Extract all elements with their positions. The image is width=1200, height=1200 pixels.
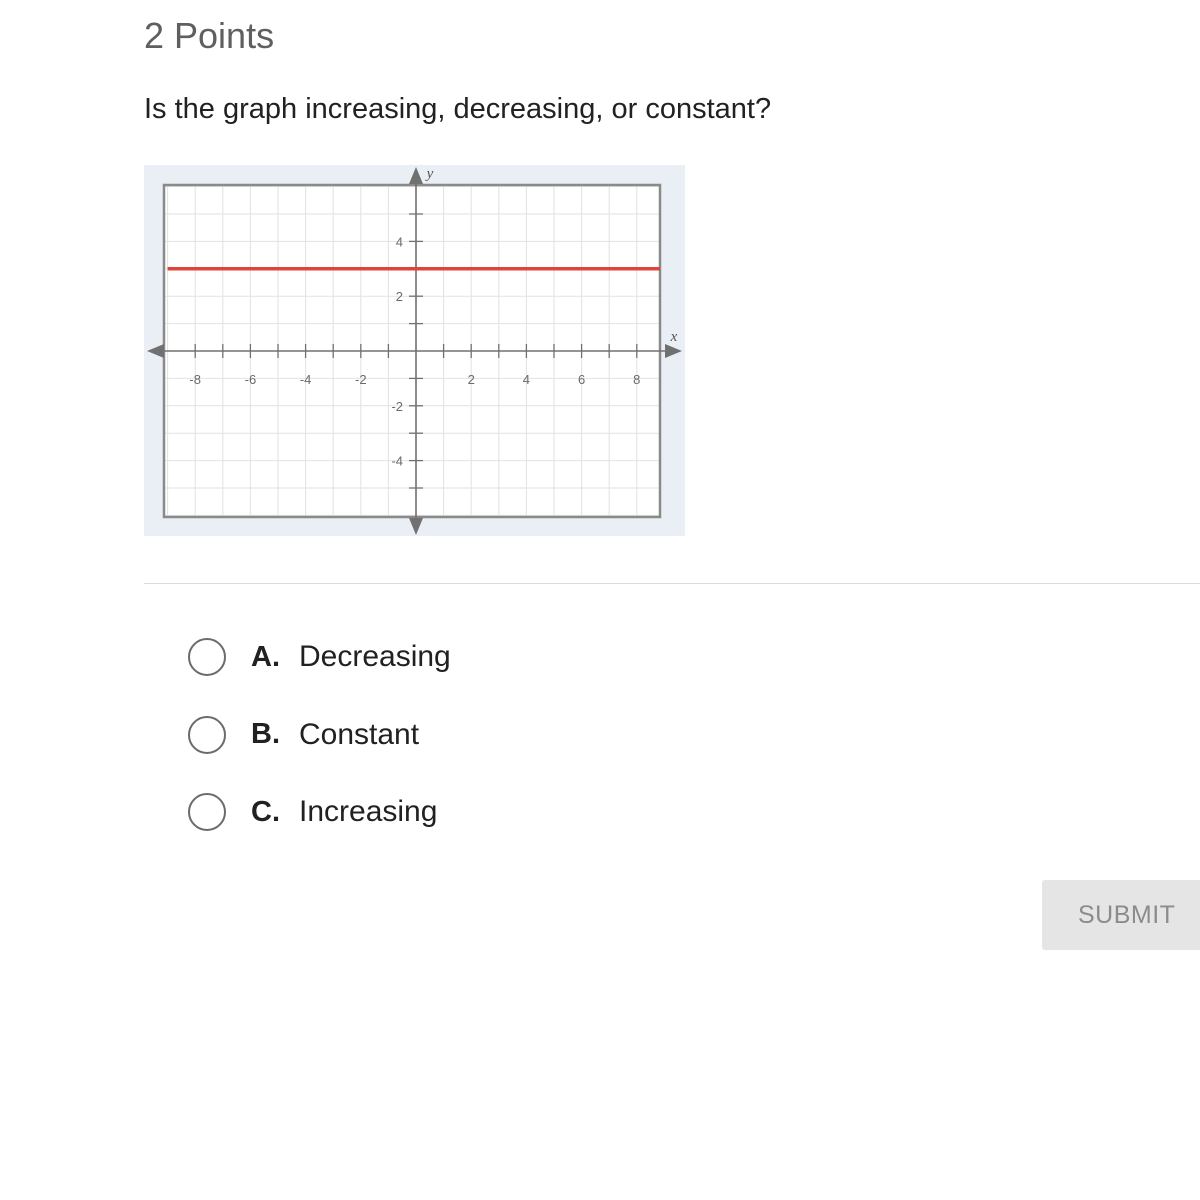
choice-label: Constant [299, 717, 420, 751]
choice-a[interactable] [188, 626, 451, 688]
y-axis-label: y [426, 166, 434, 182]
x-tick-label: 4 [522, 372, 531, 387]
y-tick-label: -2 [391, 398, 403, 414]
radio-circle-icon[interactable] [188, 716, 226, 754]
radio-circle-icon[interactable] [188, 793, 226, 831]
x-tick-label: -8 [189, 372, 201, 387]
y-axis-up-arrow-icon [409, 167, 423, 184]
choice-letter: A. [251, 640, 280, 673]
x-tick-label: -2 [355, 372, 367, 387]
x-tick-label: 8 [633, 372, 641, 387]
x-axis-left-arrow-icon [147, 344, 164, 358]
x-axis-label: x [670, 329, 678, 345]
y-axis-down-arrow-icon [409, 518, 423, 535]
y-tick-label: 4 [395, 234, 403, 250]
graph-image [144, 165, 685, 536]
choice-label: Increasing [299, 795, 438, 828]
choice-b[interactable] [188, 704, 451, 766]
choice-label: Decreasing [299, 640, 451, 673]
choice-letter: C. [251, 795, 280, 828]
points-label: 2 Points [144, 15, 275, 56]
y-tick-label: 2 [395, 289, 403, 305]
x-tick-label: -6 [244, 372, 257, 387]
question-text: Is the graph increasing, decreasing, or constant? [144, 93, 772, 125]
choice-letter: B. [251, 718, 280, 750]
submit-button[interactable]: SUBMIT [1042, 880, 1200, 950]
choice-c[interactable] [188, 781, 451, 843]
x-tick-label: 6 [577, 372, 586, 387]
x-axis-right-arrow-icon [665, 344, 682, 358]
x-tick-label: 2 [467, 372, 475, 387]
divider [144, 583, 1200, 584]
radio-circle-icon[interactable] [188, 638, 226, 676]
x-tick-label: -4 [299, 372, 312, 387]
answer-choices [188, 626, 451, 859]
y-tick-label: -4 [391, 453, 403, 469]
coordinate-plane-chart [144, 165, 685, 536]
